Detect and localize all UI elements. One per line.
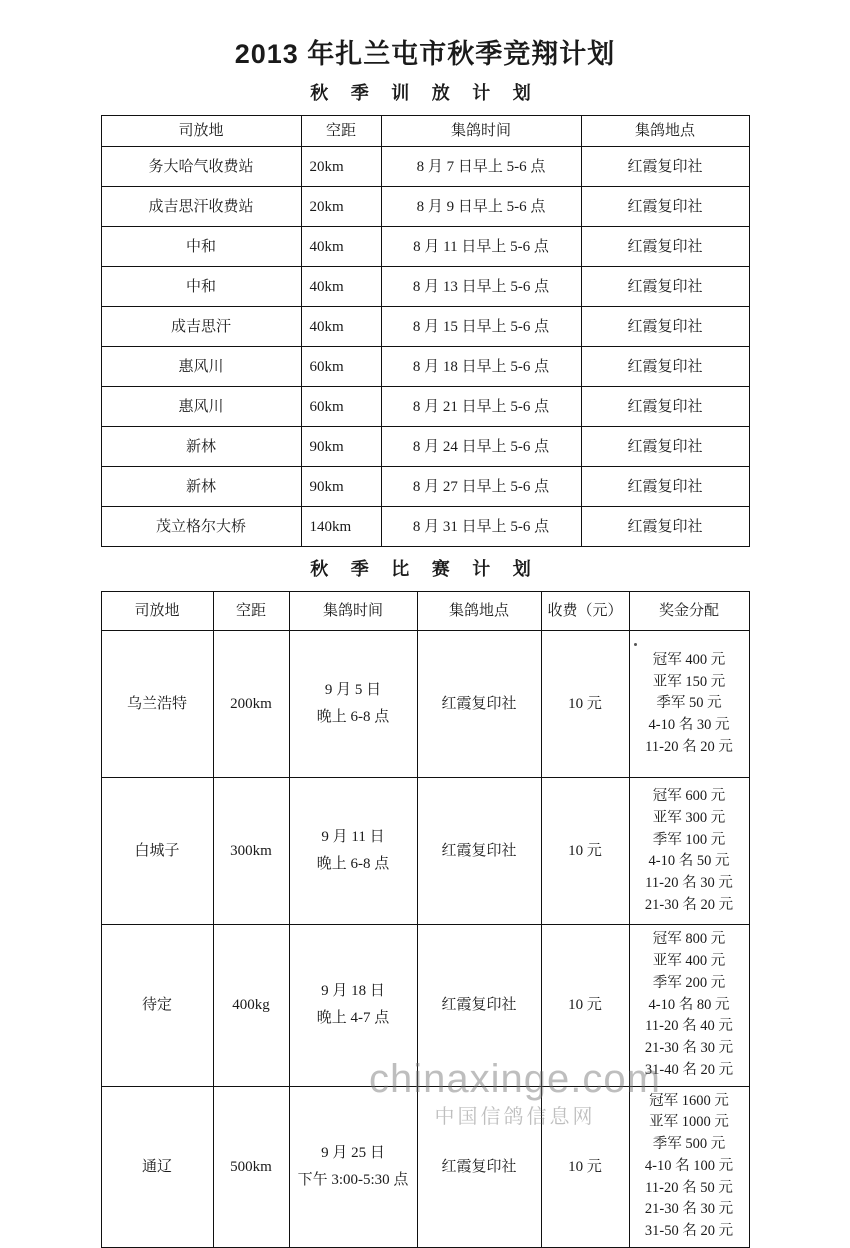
time-line-2: 晚上 6-8 点 bbox=[316, 709, 390, 726]
cell-site: 新林 bbox=[101, 467, 301, 507]
cell-distance: 300km bbox=[213, 778, 289, 925]
training-section-title: 秋 季 训 放 计 划 bbox=[310, 83, 540, 103]
cell-place: 红霞复印社 bbox=[581, 467, 749, 507]
prize-line: 21-30 名 20 元 bbox=[644, 896, 734, 913]
training-schedule-table bbox=[101, 115, 750, 547]
prize-line: 亚军 1000 元 bbox=[649, 1114, 729, 1131]
prize-line: 11-20 名 20 元 bbox=[645, 738, 733, 755]
cell-time: 8 月 13 日早上 5-6 点 bbox=[381, 267, 581, 307]
time-line-1: 9 月 18 日 bbox=[321, 983, 385, 1000]
column-header-time: 集鸽时间 bbox=[289, 592, 417, 631]
cell-place: 红霞复印社 bbox=[581, 147, 749, 187]
time-line-2: 晚上 6-8 点 bbox=[316, 856, 390, 873]
watermark-site-name: chinaxinge.com bbox=[369, 1057, 661, 1101]
prize-line: 31-40 名 20 元 bbox=[644, 1061, 734, 1078]
cell-prize bbox=[629, 778, 749, 925]
cell-distance: 200km bbox=[213, 631, 289, 778]
cell-distance: 90km bbox=[301, 467, 381, 507]
cell-fee: 10 元 bbox=[541, 925, 629, 1086]
table-row bbox=[101, 925, 749, 1086]
column-header-site: 司放地 bbox=[101, 592, 213, 631]
cell-distance: 40km bbox=[301, 307, 381, 347]
cell-fee: 10 元 bbox=[541, 631, 629, 778]
cell-site: 成吉思汗 bbox=[101, 307, 301, 347]
prize-line: 4-10 名 50 元 bbox=[648, 853, 730, 870]
table-row bbox=[101, 507, 749, 547]
prize-line: 11-20 名 30 元 bbox=[645, 875, 733, 891]
column-header-place: 集鸽地点 bbox=[581, 116, 749, 147]
prize-line: 11-20 名 50 元 bbox=[645, 1179, 733, 1196]
cell-time bbox=[289, 925, 417, 1086]
cell-time: 8 月 18 日早上 5-6 点 bbox=[381, 347, 581, 387]
cell-time: 8 月 24 日早上 5-6 点 bbox=[381, 427, 581, 467]
cell-distance: 20km bbox=[301, 187, 381, 227]
cell-site: 务大哈气收费站 bbox=[101, 147, 301, 187]
table-row bbox=[101, 427, 749, 467]
prize-line: 21-30 名 30 元 bbox=[644, 1040, 734, 1056]
table-row bbox=[101, 387, 749, 427]
cell-place: 红霞复印社 bbox=[581, 227, 749, 267]
cell-distance: 90km bbox=[301, 427, 381, 467]
cell-distance: 60km bbox=[301, 347, 381, 387]
cell-prize bbox=[629, 631, 749, 778]
table-row bbox=[101, 631, 749, 778]
cell-site: 茂立格尔大桥 bbox=[101, 507, 301, 547]
cell-place: 红霞复印社 bbox=[581, 307, 749, 347]
cell-distance: 60km bbox=[301, 387, 381, 427]
column-header-fee: 收费（元） bbox=[541, 592, 629, 631]
cell-time: 8 月 31 日早上 5-6 点 bbox=[381, 507, 581, 547]
prize-line: 21-30 名 30 元 bbox=[644, 1201, 734, 1218]
column-header-distance: 空距 bbox=[213, 592, 289, 631]
cell-site: 惠风川 bbox=[101, 347, 301, 387]
column-header-place: 集鸽地点 bbox=[417, 592, 541, 631]
prize-line: 4-10 名 80 元 bbox=[648, 996, 730, 1013]
cell-place: 红霞复印社 bbox=[417, 631, 541, 778]
column-header-time: 集鸽时间 bbox=[381, 116, 581, 147]
cell-distance: 500km bbox=[213, 1086, 289, 1247]
prize-line: 季军 50 元 bbox=[656, 695, 722, 712]
cell-fee: 10 元 bbox=[541, 1086, 629, 1247]
cell-distance: 140km bbox=[301, 507, 381, 547]
prize-line: 4-10 名 30 元 bbox=[648, 717, 730, 734]
cell-place: 红霞复印社 bbox=[581, 347, 749, 387]
cell-site: 乌兰浩特 bbox=[101, 631, 213, 778]
table-row bbox=[101, 1086, 749, 1247]
table-row bbox=[101, 147, 749, 187]
cell-site: 通辽 bbox=[101, 1086, 213, 1247]
column-header-site: 司放地 bbox=[101, 116, 301, 147]
cell-place: 红霞复印社 bbox=[417, 1086, 541, 1247]
time-line-1: 9 月 5 日 bbox=[324, 682, 382, 699]
time-line-2: 下午 3:00-5:30 点 bbox=[297, 1171, 409, 1188]
table-row bbox=[101, 778, 749, 925]
cell-distance: 40km bbox=[301, 267, 381, 307]
table-row bbox=[101, 267, 749, 307]
cell-distance: 400kg bbox=[213, 925, 289, 1086]
prize-line: 冠军 800 元 bbox=[652, 931, 726, 948]
cell-site: 待定 bbox=[101, 925, 213, 1086]
cell-place: 红霞复印社 bbox=[581, 507, 749, 547]
prize-line: 亚军 300 元 bbox=[652, 809, 726, 826]
prize-line: 季军 100 元 bbox=[652, 831, 726, 848]
cell-place: 红霞复印社 bbox=[417, 925, 541, 1086]
cell-place: 红霞复印社 bbox=[581, 387, 749, 427]
prize-line: 冠军 1600 元 bbox=[649, 1092, 729, 1109]
scan-speck bbox=[634, 643, 637, 646]
prize-line: 冠军 400 元 bbox=[652, 651, 726, 668]
cell-site: 白城子 bbox=[101, 778, 213, 925]
table-row bbox=[101, 307, 749, 347]
cell-place: 红霞复印社 bbox=[581, 267, 749, 307]
cell-place: 红霞复印社 bbox=[581, 427, 749, 467]
cell-time: 8 月 27 日早上 5-6 点 bbox=[381, 467, 581, 507]
prize-line: 亚军 150 元 bbox=[652, 673, 726, 690]
prize-line: 季军 200 元 bbox=[652, 974, 726, 991]
race-section-title: 秋 季 比 赛 计 划 bbox=[310, 559, 540, 580]
time-line-2: 晚上 4-7 点 bbox=[316, 1010, 390, 1027]
table-row bbox=[101, 187, 749, 227]
cell-time: 8 月 11 日早上 5-6 点 bbox=[381, 227, 581, 267]
page-title: 2013 年扎兰屯市秋季竞翔计划 bbox=[234, 39, 616, 69]
cell-distance: 40km bbox=[301, 227, 381, 267]
cell-fee: 10 元 bbox=[541, 778, 629, 925]
table-row bbox=[101, 227, 749, 267]
cell-site: 惠风川 bbox=[101, 387, 301, 427]
table-row bbox=[101, 467, 749, 507]
prize-line: 亚军 400 元 bbox=[652, 953, 726, 969]
prize-line: 4-10 名 100 元 bbox=[644, 1157, 734, 1174]
cell-time bbox=[289, 631, 417, 778]
cell-site: 中和 bbox=[101, 227, 301, 267]
table-header-row bbox=[101, 592, 749, 631]
cell-distance: 20km bbox=[301, 147, 381, 187]
cell-prize bbox=[629, 1086, 749, 1247]
race-schedule-table bbox=[101, 591, 750, 1248]
table-row bbox=[101, 347, 749, 387]
table-header-row bbox=[101, 116, 749, 147]
cell-place: 红霞复印社 bbox=[581, 187, 749, 227]
column-header-prize: 奖金分配 bbox=[629, 592, 749, 631]
column-header-distance: 空距 bbox=[301, 116, 381, 147]
time-line-1: 9 月 25 日 bbox=[321, 1144, 385, 1161]
cell-prize bbox=[629, 925, 749, 1086]
cell-place: 红霞复印社 bbox=[417, 778, 541, 925]
time-line-1: 9 月 11 日 bbox=[321, 829, 385, 846]
cell-time bbox=[289, 778, 417, 925]
watermark-site-subtitle: 中国信鸽信息网 bbox=[434, 1106, 596, 1128]
cell-time: 8 月 7 日早上 5-6 点 bbox=[381, 147, 581, 187]
cell-site: 成吉思汗收费站 bbox=[101, 187, 301, 227]
cell-time bbox=[289, 1086, 417, 1247]
cell-site: 新林 bbox=[101, 427, 301, 467]
prize-line: 31-50 名 20 元 bbox=[644, 1223, 734, 1239]
cell-time: 8 月 21 日早上 5-6 点 bbox=[381, 387, 581, 427]
prize-line: 冠军 600 元 bbox=[652, 788, 726, 804]
cell-time: 8 月 9 日早上 5-6 点 bbox=[381, 187, 581, 227]
prize-line: 11-20 名 40 元 bbox=[645, 1018, 733, 1035]
cell-site: 中和 bbox=[101, 267, 301, 307]
prize-line: 季军 500 元 bbox=[652, 1136, 726, 1152]
cell-time: 8 月 15 日早上 5-6 点 bbox=[381, 307, 581, 347]
